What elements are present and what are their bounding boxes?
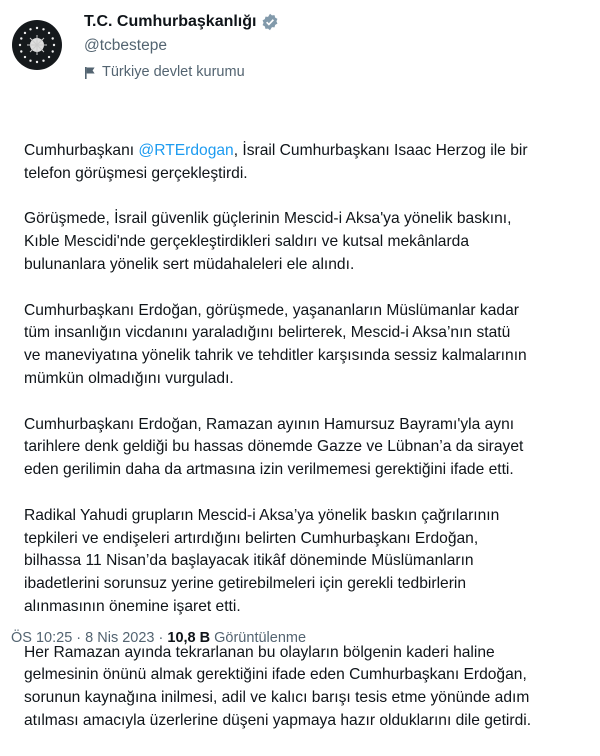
text-line: Radikal Yahudi grupların Mescid-i Aksa’ya yönelik baskın çağrılarının: [24, 506, 500, 524]
text-line: Her Ramazan ayında tekrarlanan bu olayların bölgenin kaderi haline: [24, 643, 495, 661]
text-line: alınmasının önemine işaret etti.: [24, 597, 241, 615]
account-handle[interactable]: @tcbestepe: [84, 37, 167, 54]
star-icon: [48, 56, 50, 58]
presidential-seal-icon: [12, 20, 62, 70]
avatar[interactable]: [12, 20, 62, 70]
star-icon: [24, 56, 26, 58]
star-icon: [20, 50, 22, 52]
star-icon: [24, 32, 26, 34]
text-line: tüm insanlığın vicdanını yaraladığını belirterek, Mescid-i Aksa’nın statü: [24, 324, 511, 342]
text-line: ibadetlerini sorunsuz yerine getirebilmeleri için gerekli tedbirlerin: [24, 575, 467, 593]
star-icon: [20, 37, 22, 39]
views-label: Görüntülenme: [214, 630, 307, 646]
paragraph: [24, 642, 600, 733]
text-line: bulunanlara yönelik sert müdahaleleri ele alındı.: [24, 255, 355, 273]
views-count: 10,8 B: [167, 630, 211, 646]
text-line: atılması amacıyla üzerlerine düşeni yapmaya hazır olduklarını dile getirdi.: [24, 711, 532, 729]
affiliation: [84, 64, 279, 80]
text-line: ve maneviyatına yönelik tahrik ve tehditler karşısında sessiz kalmalarının: [24, 347, 527, 365]
text-line: mümkün olmadığını vurguladı.: [24, 369, 234, 387]
tweet-meta: [11, 630, 306, 646]
star-icon: [48, 32, 50, 34]
tweet-time[interactable]: ÖS 10:25: [11, 630, 73, 646]
star-icon: [42, 60, 44, 62]
star-icon: [53, 44, 55, 46]
verified-badge-icon: [261, 13, 279, 31]
star-icon: [29, 28, 31, 30]
tweet-date[interactable]: 8 Nis 2023: [85, 630, 155, 646]
star-icon: [29, 60, 31, 62]
separator: ·: [72, 630, 86, 646]
text-line: Cumhurbaşkanı Erdoğan, Ramazan ayının Hamursuz Bayramı'yla aynı: [24, 415, 515, 433]
flag-icon: [84, 66, 96, 79]
text-line: sorunun kaynağına inilmesi, adil ve kalıcı barışı tesis etme yönünde adım: [24, 689, 530, 707]
text-line: Cumhurbaşkanı Erdoğan, görüşmede, yaşananların Müslümanlar kadar: [24, 301, 519, 319]
tweet-header: [12, 10, 279, 80]
text-line: bilhassa 11 Nisan’da başlayacak itikâf döneminde Müslümanların: [24, 552, 474, 570]
paragraph: [24, 300, 600, 391]
star-icon: [36, 61, 38, 63]
affiliation-label: Türkiye devlet kurumu: [102, 64, 245, 80]
paragraph: [24, 414, 600, 482]
paragraph: [24, 208, 600, 276]
text-line: tarihlere denk geldiği bu hassas dönemde Gazze ve Lübnan’a da sirayet: [24, 438, 524, 456]
star-icon: [52, 37, 54, 39]
mention-link[interactable]: @RTErdogan: [138, 142, 234, 159]
text: , İsrail Cumhurbaşkanı Isaac Herzog ile bir: [233, 142, 528, 159]
text-line: gelmesinin önünü almak gerektiğini ifade eden Cumhurbaşkanı Erdoğan,: [24, 666, 527, 684]
star-icon: [36, 27, 38, 29]
account-name[interactable]: T.C. Cumhurbaşkanlığı: [84, 13, 257, 30]
paragraph: [24, 140, 600, 186]
text-line: Kıble Mescidi'nde gerçekleştirdikleri saldırı ve kutsal mekânlarda: [24, 233, 469, 251]
text-line: Görüşmede, İsrail güvenlik güçlerinin Mescid-i Aksa'ya yönelik baskını,: [24, 210, 512, 228]
separator: ·: [154, 630, 168, 646]
text: telefon görüşmesi gerçekleştirdi.: [24, 164, 248, 182]
star-icon: [52, 50, 54, 52]
tweet-text: [24, 140, 600, 756]
text: Cumhurbaşkanı: [24, 142, 139, 159]
paragraph: [24, 505, 600, 619]
text-line: tepkileri ve endişeleri artırdığını belirten Cumhurbaşkanı Erdoğan,: [24, 529, 479, 547]
text-line: eden gerilimin daha da artmasına izin verilmemesi gerektiğini ifade etti.: [24, 461, 514, 479]
star-icon: [42, 28, 44, 30]
star-icon: [19, 44, 21, 46]
